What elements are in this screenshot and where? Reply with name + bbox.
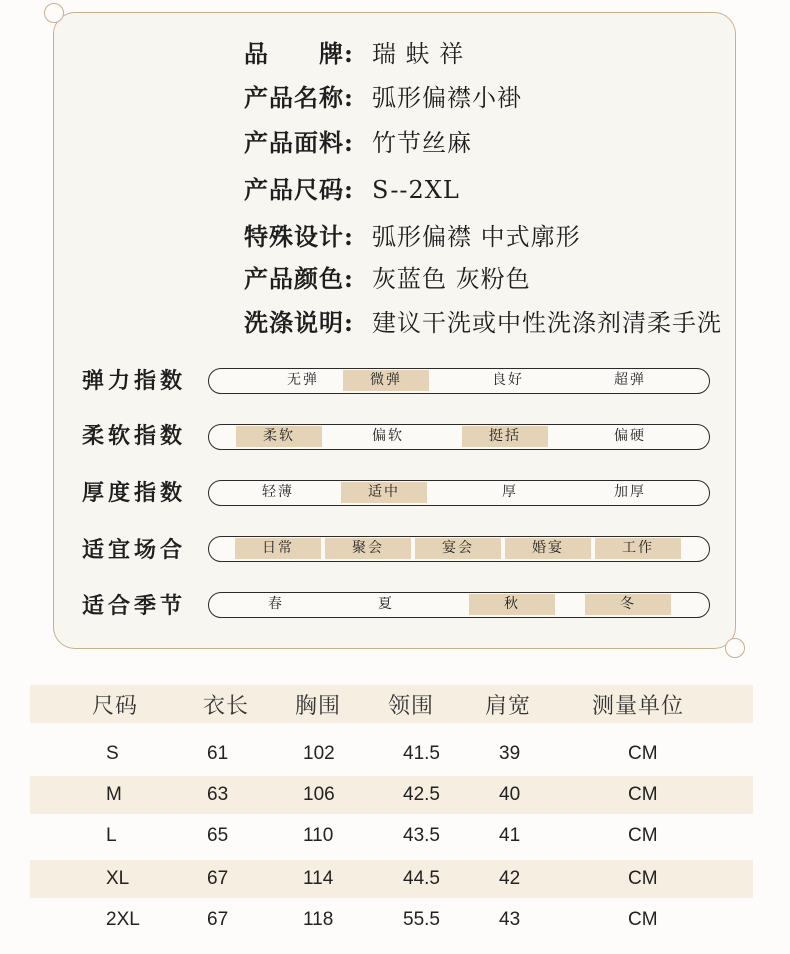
cell-unit: CM — [628, 825, 658, 846]
detail-colors — [244, 263, 531, 295]
cell-length: 67 — [207, 868, 229, 889]
cell-shoulder: 43 — [499, 909, 521, 930]
cell-length: 67 — [207, 909, 229, 930]
detail-value: S--2XL — [372, 176, 460, 204]
cell-collar: 43.5 — [403, 825, 440, 846]
occasion-bar — [208, 536, 710, 562]
cell-collar: 44.5 — [403, 868, 440, 889]
softness-label: 柔软指数 — [82, 423, 187, 449]
detail-fabric — [244, 127, 472, 159]
table-header — [30, 685, 753, 723]
elasticity-option: 超弹 — [614, 372, 646, 388]
detail-label: 产品尺码: — [244, 175, 354, 204]
detail-brand — [244, 38, 464, 70]
season-label: 适合季节 — [82, 593, 187, 619]
cell-unit: CM — [628, 868, 658, 889]
cell-collar: 41.5 — [403, 743, 440, 764]
thickness-label: 厚度指数 — [82, 480, 187, 506]
header-shoulder: 肩宽 — [485, 693, 532, 719]
thickness-option: 厚 — [502, 484, 518, 500]
detail-design — [244, 221, 581, 253]
season-bar — [208, 592, 710, 618]
detail-product-name — [244, 82, 522, 114]
occasion-option: 日常 — [235, 538, 321, 559]
cell-size: XL — [106, 868, 130, 889]
detail-label: 洗涤说明: — [244, 308, 354, 337]
table-row — [30, 776, 753, 814]
cell-size: S — [106, 743, 119, 764]
cell-shoulder: 39 — [499, 743, 521, 764]
cell-chest: 118 — [303, 909, 334, 930]
cell-size: M — [106, 784, 122, 805]
detail-label: 特殊设计: — [244, 222, 354, 251]
occasion-option: 婚宴 — [505, 538, 591, 559]
header-size: 尺码 — [92, 693, 139, 719]
softness-option: 偏软 — [372, 428, 404, 444]
occasion-option: 工作 — [595, 538, 681, 559]
cell-unit: CM — [628, 743, 658, 764]
elasticity-option: 良好 — [492, 372, 524, 388]
cell-size: L — [106, 825, 117, 846]
season-option: 夏 — [378, 596, 394, 612]
detail-value: 弧形偏襟 中式廓形 — [372, 223, 581, 251]
thickness-option: 轻薄 — [262, 484, 294, 500]
table-row — [30, 735, 753, 773]
thickness-option: 加厚 — [614, 484, 646, 500]
cell-length: 65 — [207, 825, 229, 846]
cell-length: 63 — [207, 784, 229, 805]
cell-chest: 102 — [303, 743, 335, 764]
detail-value: 灰蓝色 灰粉色 — [372, 265, 531, 293]
elasticity-label: 弹力指数 — [82, 368, 187, 394]
elasticity-option: 无弹 — [287, 372, 319, 388]
cell-shoulder: 41 — [499, 825, 521, 846]
header-chest: 胸围 — [295, 693, 342, 719]
occasion-option: 聚会 — [325, 538, 411, 559]
table-row — [30, 901, 753, 939]
cell-collar: 42.5 — [403, 784, 440, 805]
header-unit: 测量单位 — [592, 693, 685, 719]
cell-length: 61 — [207, 743, 229, 764]
detail-washing — [244, 307, 722, 339]
cell-size: 2XL — [106, 909, 140, 930]
softness-bar — [208, 424, 710, 450]
detail-label: 产品面料: — [244, 128, 354, 157]
elasticity-option: 微弹 — [343, 370, 429, 391]
cell-shoulder: 42 — [499, 868, 521, 889]
season-option: 秋 — [469, 594, 555, 615]
detail-value: 弧形偏襟小褂 — [372, 84, 522, 112]
softness-option: 挺括 — [462, 426, 548, 447]
occasion-option: 宴会 — [415, 538, 501, 559]
elasticity-bar — [208, 368, 710, 394]
thickness-bar — [208, 480, 710, 506]
cell-chest: 114 — [303, 868, 334, 889]
detail-value: 竹节丝麻 — [372, 129, 472, 157]
cell-collar: 55.5 — [403, 909, 440, 930]
softness-option: 柔软 — [236, 426, 322, 447]
detail-value: 瑞 蚨 祥 — [372, 40, 465, 68]
softness-option: 偏硬 — [614, 428, 646, 444]
season-option: 冬 — [585, 594, 671, 615]
cell-unit: CM — [628, 909, 658, 930]
table-row — [30, 860, 753, 898]
detail-label: 品 牌: — [244, 39, 354, 68]
cell-chest: 106 — [303, 784, 335, 805]
occasion-label: 适宜场合 — [82, 537, 187, 563]
cell-unit: CM — [628, 784, 658, 805]
cell-shoulder: 40 — [499, 784, 521, 805]
cell-chest: 110 — [303, 825, 334, 846]
header-length: 衣长 — [203, 693, 250, 719]
table-row — [30, 817, 753, 855]
thickness-option: 适中 — [341, 482, 427, 503]
detail-label: 产品名称: — [244, 83, 354, 112]
season-option: 春 — [268, 596, 284, 612]
header-collar: 领围 — [388, 693, 435, 719]
detail-size-range — [244, 174, 460, 206]
detail-value: 建议干洗或中性洗涤剂清柔手洗 — [372, 309, 722, 337]
detail-label: 产品颜色: — [244, 264, 354, 293]
